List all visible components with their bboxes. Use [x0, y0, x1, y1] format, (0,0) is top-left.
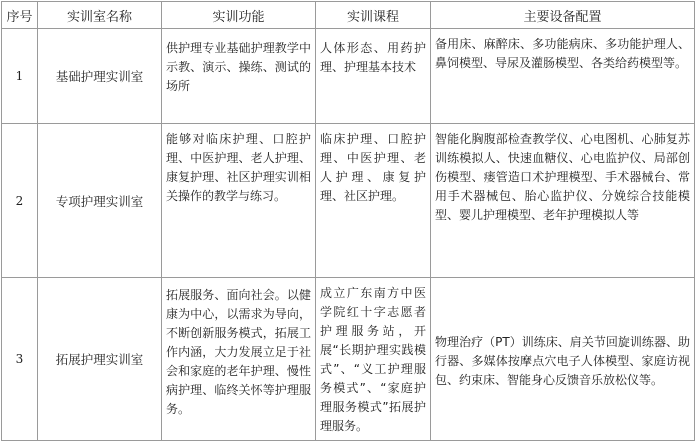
room-equipment: 智能化胸腹部检查教学仪、心电图机、心肺复苏训练模拟人、快速血糖仪、心电监护仪、局部创伤模型、瘘管造口术护理模型、手术器械台、常用手术器械包、胎心监护仪、分娩综合技能模型、婴儿护理模型、老年护理模拟人等 [431, 124, 695, 278]
row-index: 1 [2, 29, 38, 124]
training-room-table [1, 1, 695, 441]
room-equipment: 物理治疗（PT）训练床、肩关节回旋训练器、助行器、多媒体按摩点穴电子人体模型、家庭访视包、约束床、智能身心反馈音乐放松仪等。 [431, 278, 695, 441]
header-equipment: 主要设备配置 [431, 2, 695, 29]
header-index: 序号 [2, 2, 38, 29]
header-course: 实训课程 [316, 2, 431, 29]
room-function: 拓展服务、面向社会。以健康为中心，以需求为导向，不断创新服务模式，拓展工作内涵，大力发展立足于社会和家庭的老年护理、慢性病护理、临终关怀等护理服务。 [162, 278, 316, 441]
table-row [2, 124, 695, 278]
row-index: 3 [2, 278, 38, 441]
room-course: 成立广东南方中医学院红十字志愿者护理服务站，开展“长期护理实践模式”、“义工护理服务模式”、“家庭护理服务模式”拓展护理服务。 [316, 278, 431, 441]
room-name: 专项护理实训室 [38, 124, 162, 278]
table-row [2, 29, 695, 124]
room-function: 能够对临床护理、口腔护理、中医护理、老人护理、康复护理、社区护理实训相关操作的教学与练习。 [162, 124, 316, 278]
row-index: 2 [2, 124, 38, 278]
header-room-name: 实训室名称 [38, 2, 162, 29]
room-name: 拓展护理实训室 [38, 278, 162, 441]
header-row [2, 2, 695, 29]
header-function: 实训功能 [162, 2, 316, 29]
room-name: 基础护理实训室 [38, 29, 162, 124]
room-function: 供护理专业基础护理教学中示教、演示、操练、测试的场所 [162, 29, 316, 124]
room-equipment: 备用床、麻醉床、多功能病床、多功能护理人、鼻饲模型、导尿及灌肠模型、各类给药模型等。 [431, 29, 695, 124]
room-course: 临床护理、口腔护理、中医护理、老人护理、康复护理、社区护理。 [316, 124, 431, 278]
table-row [2, 278, 695, 441]
room-course: 人体形态、用药护理、护理基本技术 [316, 29, 431, 124]
